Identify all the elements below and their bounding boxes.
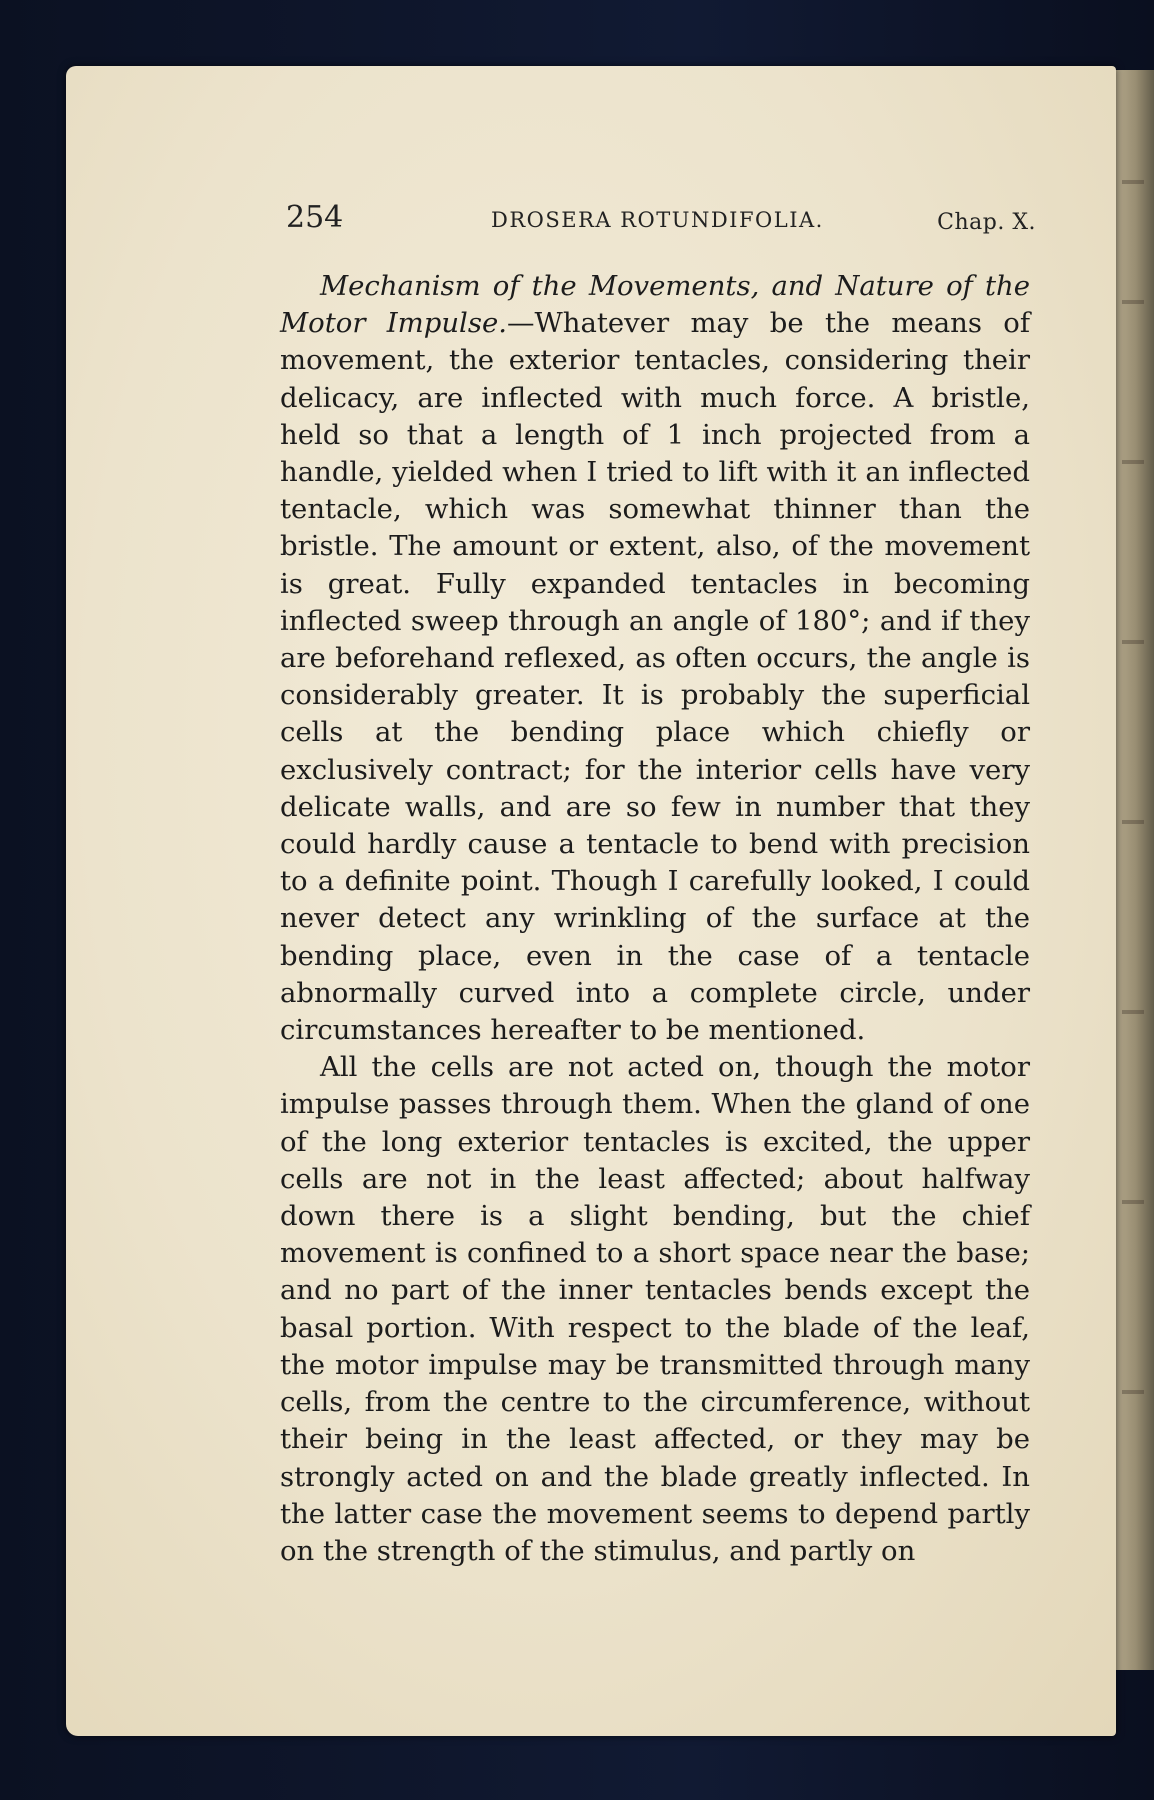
paragraph	[280, 268, 1030, 1049]
bleed-mark	[1122, 640, 1144, 644]
bleed-mark	[1122, 820, 1144, 824]
bleed-mark	[1122, 300, 1144, 304]
running-title: DROSERA ROTUNDIFOLIA.	[491, 208, 824, 232]
page-number: 254	[286, 200, 344, 235]
paragraph-text: —Whatever may be the means of movement, the exterior tentacles, considering their delicacy, are inflected with much force. A bristle, held so that a length of 1 inch projected from a handle, yielded when I tried to lift with it an inflected tentacle, which was somewhat thinner than the bristle. The amount or extent, also, of the movement is great. Fully expanded tentacles in becoming inflected sweep through an angle of 180°; and if they are beforehand reflexed, as often occurs, the angle is considerably greater. It is probably the superficial cells at the bending place which chiefly or exclusively contract; for the interior cells have very delicate walls, and are so few in number that they could hardly cause a tentacle to bend with precision to a definite point. Though I carefully looked, I could never detect any wrinkling of the surface at the bending place, even in the case of a tentacle abnormally curved into a complete circle, under circumstances hereafter to be mentioned.	[280, 307, 1031, 1047]
section-heading: Mechanism of the Movements, and Nature of the Motor Impulse.	[280, 270, 1030, 340]
bleed-mark	[1122, 1200, 1144, 1204]
body-text	[280, 268, 1030, 1570]
bleed-mark	[1122, 460, 1144, 464]
bleed-mark	[1122, 1390, 1144, 1394]
bleed-mark	[1122, 1010, 1144, 1014]
paragraph-text: All the cells are not acted on, though the motor impulse passes through them. When the gland of one of the long exterior tentacles is excited, the upper cells are not in the least affected; about halfway down there is a slight bending, but the chief movement is confined to a short space near the base; and no part of the inner tentacles bends except the basal portion. With respect to the blade of the leaf, the motor impulse may be transmitted through many cells, from the centre to the circumference, without their being in the least affected, or they may be strongly acted on and the blade greatly inflected. In the latter case the movement seems to depend partly on the strength of the stimulus, and partly on	[280, 1051, 1030, 1567]
page-header	[286, 200, 1036, 240]
bleed-mark	[1122, 180, 1144, 184]
chapter-reference: Chap. X.	[937, 210, 1036, 235]
paragraph	[280, 1049, 1030, 1570]
